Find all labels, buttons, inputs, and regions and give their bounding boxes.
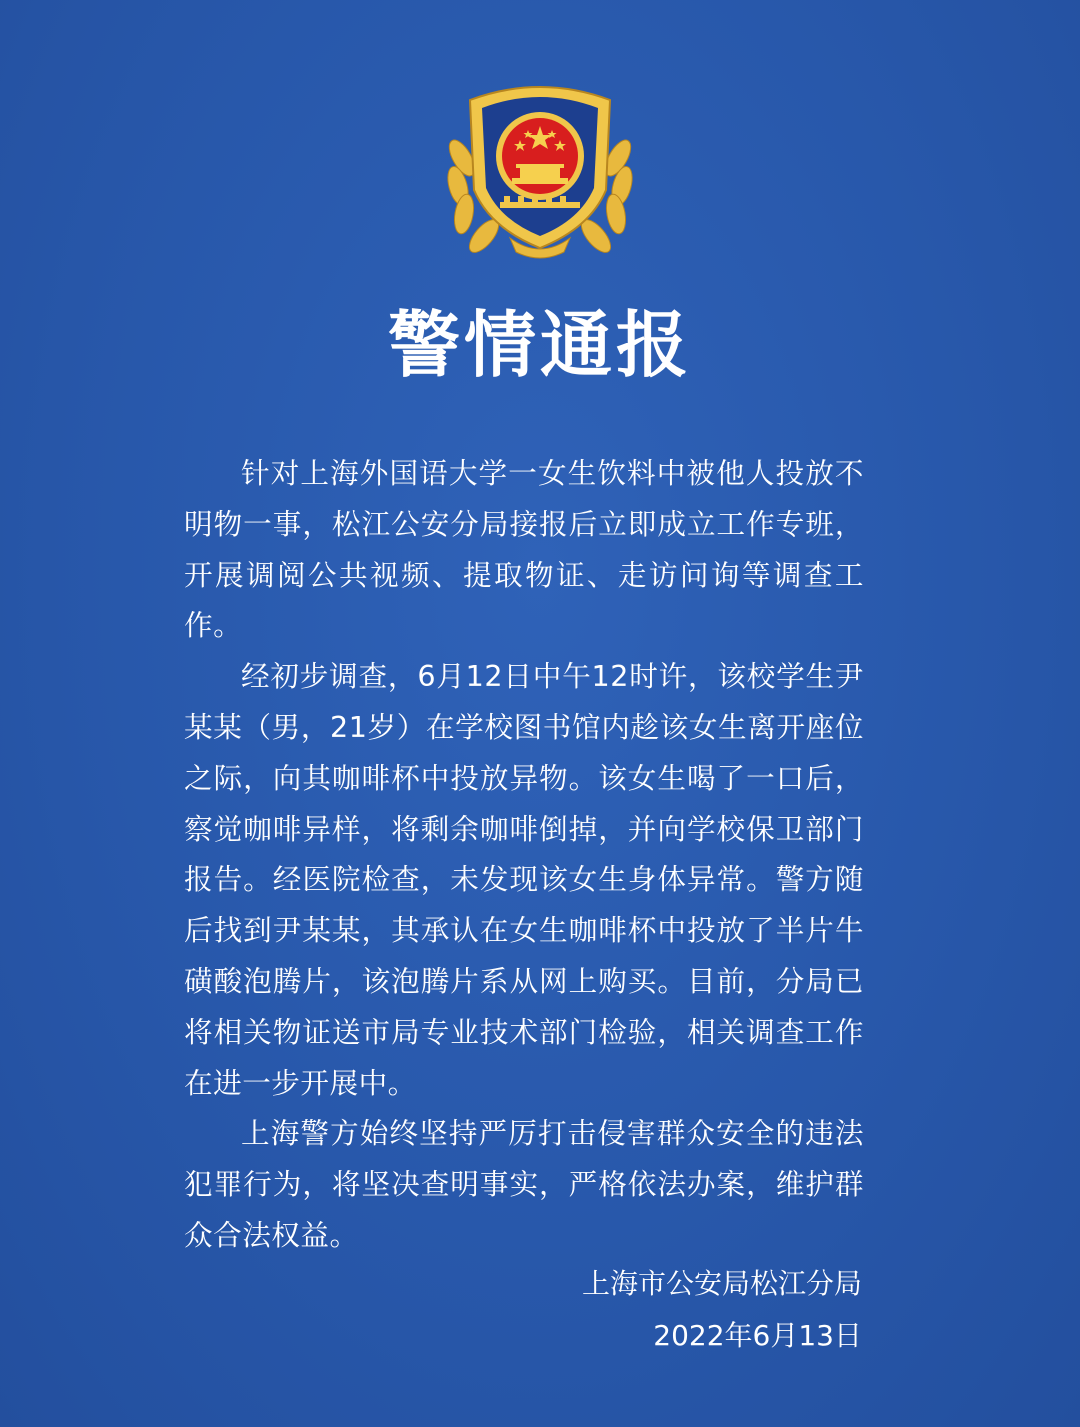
notice-body (184, 448, 864, 1261)
signature-block (582, 1258, 862, 1362)
notice-paragraph-1: 针对上海外国语大学一女生饮料中被他人投放不明物一事，松江公安分局接报后立即成立工作专班，开展调阅公共视频、提取物证、走访问询等调查工作。 (184, 456, 864, 643)
police-emblem-icon (440, 78, 640, 260)
notice-paragraph-3: 上海警方始终坚持严厉打击侵害群众安全的违法犯罪行为，将坚决查明事实，严格依法办案，维护群众合法权益。 (184, 1116, 864, 1252)
notice-paragraph-2: 经初步调查，6月12日中午12时许，该校学生尹某某（男，21岁）在学校图书馆内趁该女生离开座位之际，向其咖啡杯中投放异物。该女生喝了一口后，察觉咖啡异样，将剩余咖啡倒掉，并向学校保卫部门报告。经医院检查，未发现该女生身体异常。警方随后找到尹某某，其承认在女生咖啡杯中投放了半片牛磺酸泡腾片，该泡腾片系从网上购买。目前，分局已将相关物证送市局专业技术部门检验，相关调查工作在进一步开展中。 (184, 659, 864, 1100)
issue-date: 2022年6月13日 (653, 1319, 862, 1352)
notice-title: 警情通报 (387, 303, 692, 387)
police-emblem (440, 78, 640, 260)
issuer-name: 上海市公安局松江分局 (581, 1267, 862, 1300)
